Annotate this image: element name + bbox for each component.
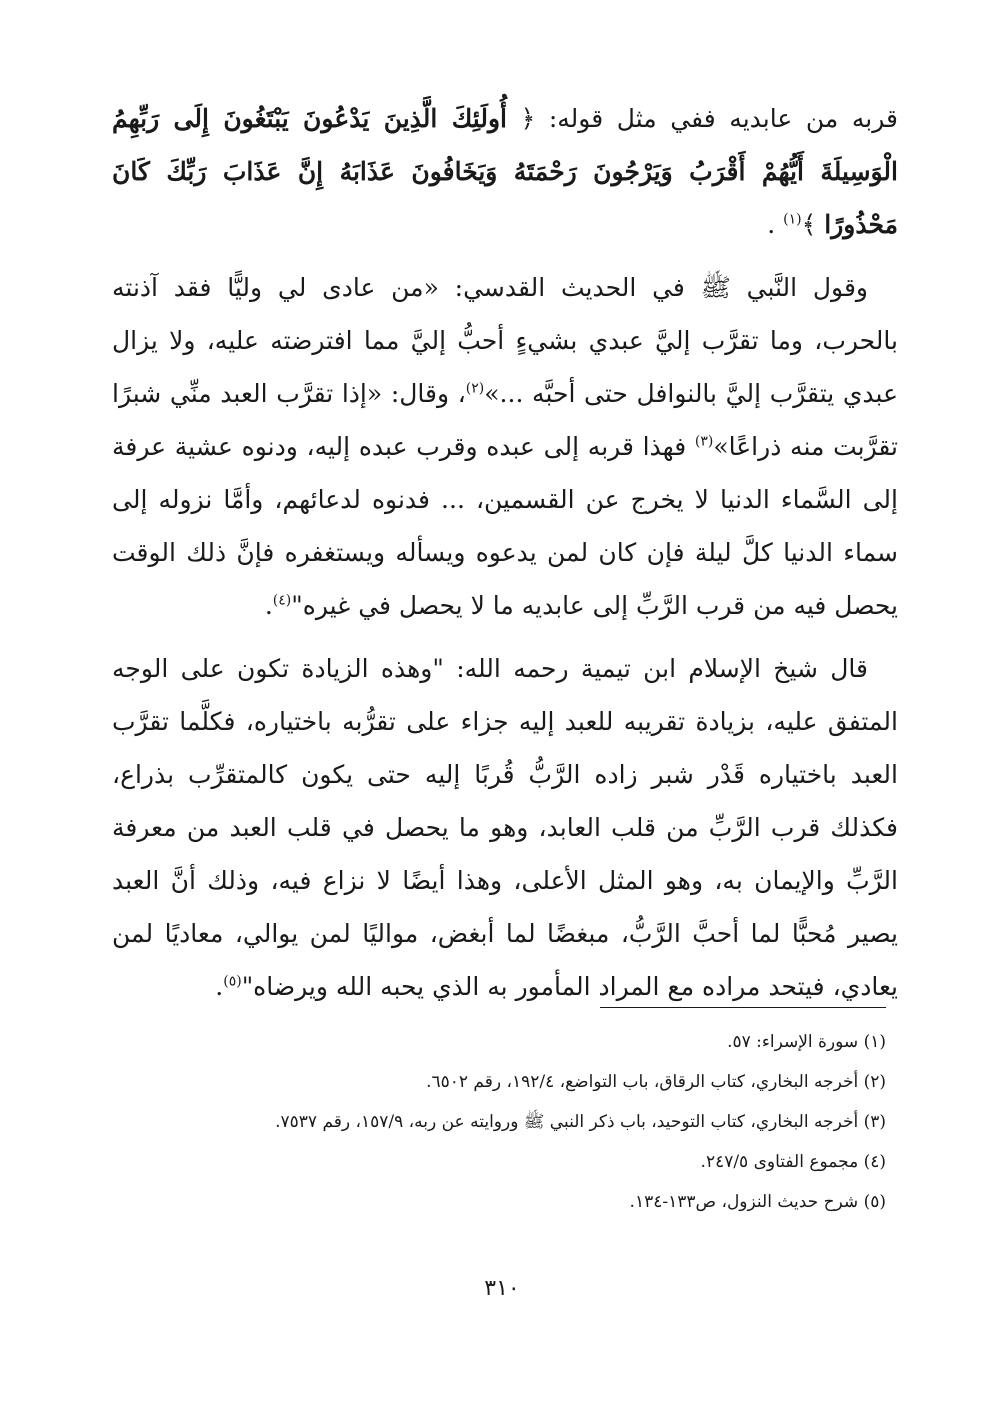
- quran-verse: أُولَئِكَ الَّذِينَ يَدْعُونَ يَبْتَغُونَ إِلَى رَبِّهِمُ الْوَسِيلَةَ أَيُّهُمْ أَقْرَبُ وَيَرْجُونَ رَحْمَتَهُ وَيَخَافُونَ عَذَابَهُ إِنَّ عَذَابَ رَبِّكَ كَانَ مَحْذُورًا: [112, 104, 898, 239]
- footnote-ref-2[interactable]: (٢): [465, 380, 485, 397]
- footnotes: [100, 1022, 886, 1222]
- verse-open-bracket: ﴿: [520, 104, 536, 133]
- footnote-ref-5[interactable]: (٥): [223, 973, 242, 990]
- footnote-2: (٢) أخرجه البخاري، كتاب الرقاق، باب التواضع، ١٩٢/٤، رقم ٦٥٠٢.: [426, 1072, 886, 1092]
- paragraph-2-end: .: [264, 591, 273, 620]
- footnote-4: (٤) مجموع الفتاوى ٢٤٧/٥.: [700, 1152, 886, 1172]
- paragraph-3-quote: قال شيخ الإسلام ابن تيمية رحمه الله: "وهذه الزيادة تكون على الوجه المتفق عليه، بزيادة تقريبه للعبد إليه جزاء على تقرُّبه باختياره، فكلَّما تقرَّب العبد باختياره قَدْر شبر زاده الرَّبُّ قُربًا إليه حتى يكون كالمتقرِّب بذراع، فكذلك قرب الرَّبِّ من قلب العابد، وهو ما يحصل في قلب العبد من معرفة الرَّبِّ والإيمان به، وهو المثل الأعلى، وهذا أيضًا لا نزاع فيه، وذلك أنَّ العبد يصير مُحبًّا لما أحبَّ الرَّبُّ، مبغضًا لما أبغض، مواليًا لمن يوالي، معاديًا لمن يعادي، فيتحد مراده مع المراد المأمور به الذي يحبه الله ويرضاه": [112, 654, 898, 1001]
- footnote-3: (٣) أخرجه البخاري، كتاب التوحيد، باب ذكر النبي ﷺ وروايته عن ربه، ١٥٧/٩، رقم ٧٥٣٧.: [275, 1112, 886, 1132]
- verse-close-bracket: ﴾: [801, 210, 817, 239]
- paragraph-2-second-hadith: ، وقال: «إذا تقرَّب العبد منِّي شبرًا تقرَّبت منه ذراعًا»: [112, 379, 898, 461]
- paragraph-1-end: .: [767, 210, 784, 239]
- footnote-ref-1[interactable]: (١): [783, 211, 802, 228]
- main-text: [112, 92, 898, 1013]
- paragraph-2-hadith: وقول النَّبي ﷺ في الحديث القدسي: «من عادى لي وليًّا فقد آذنته بالحرب، وما تقرَّب إليَّ عبدي بشيءٍ أحبُّ إليَّ مما افترضته عليه، ولا يزال عبدي يتقرَّب إليَّ بالنوافل حتى أحبَّه ...»: [112, 273, 899, 408]
- paragraph-2: [112, 261, 898, 632]
- paragraph-3-end: .: [215, 972, 224, 1001]
- paragraph-2-commentary: فهذا قربه إلى عبده وقرب عبده إليه، ودنوه عشية عرفة إلى السَّماء الدنيا لا يخرج عن القسمين، ... فدنوه لدعائهم، وأمَّا نزوله إلى سماء الدنيا كلَّ ليلة فإن كان لمن يدعوه ويسأله ويستغفره فإنَّ ذلك الوقت يحصل فيه من قرب الرَّبِّ إلى عابديه ما لا يحصل في غيره": [112, 432, 898, 620]
- footnote-separator: [600, 1007, 886, 1008]
- footnote-1: (١) سورة الإسراء: ٥٧.: [727, 1032, 886, 1052]
- footnote-5: (٥) شرح حديث النزول، ص١٣٣-١٣٤.: [629, 1192, 886, 1212]
- footnote-ref-4[interactable]: (٤): [272, 592, 292, 609]
- paragraph-3: [112, 642, 898, 1013]
- footnote-ref-3[interactable]: (٣): [694, 433, 714, 450]
- page-number: ٣١٠: [484, 1276, 520, 1301]
- paragraph-1: [112, 92, 898, 251]
- paragraph-1-intro: قربه من عابديه ففي مثل قوله:: [535, 104, 898, 133]
